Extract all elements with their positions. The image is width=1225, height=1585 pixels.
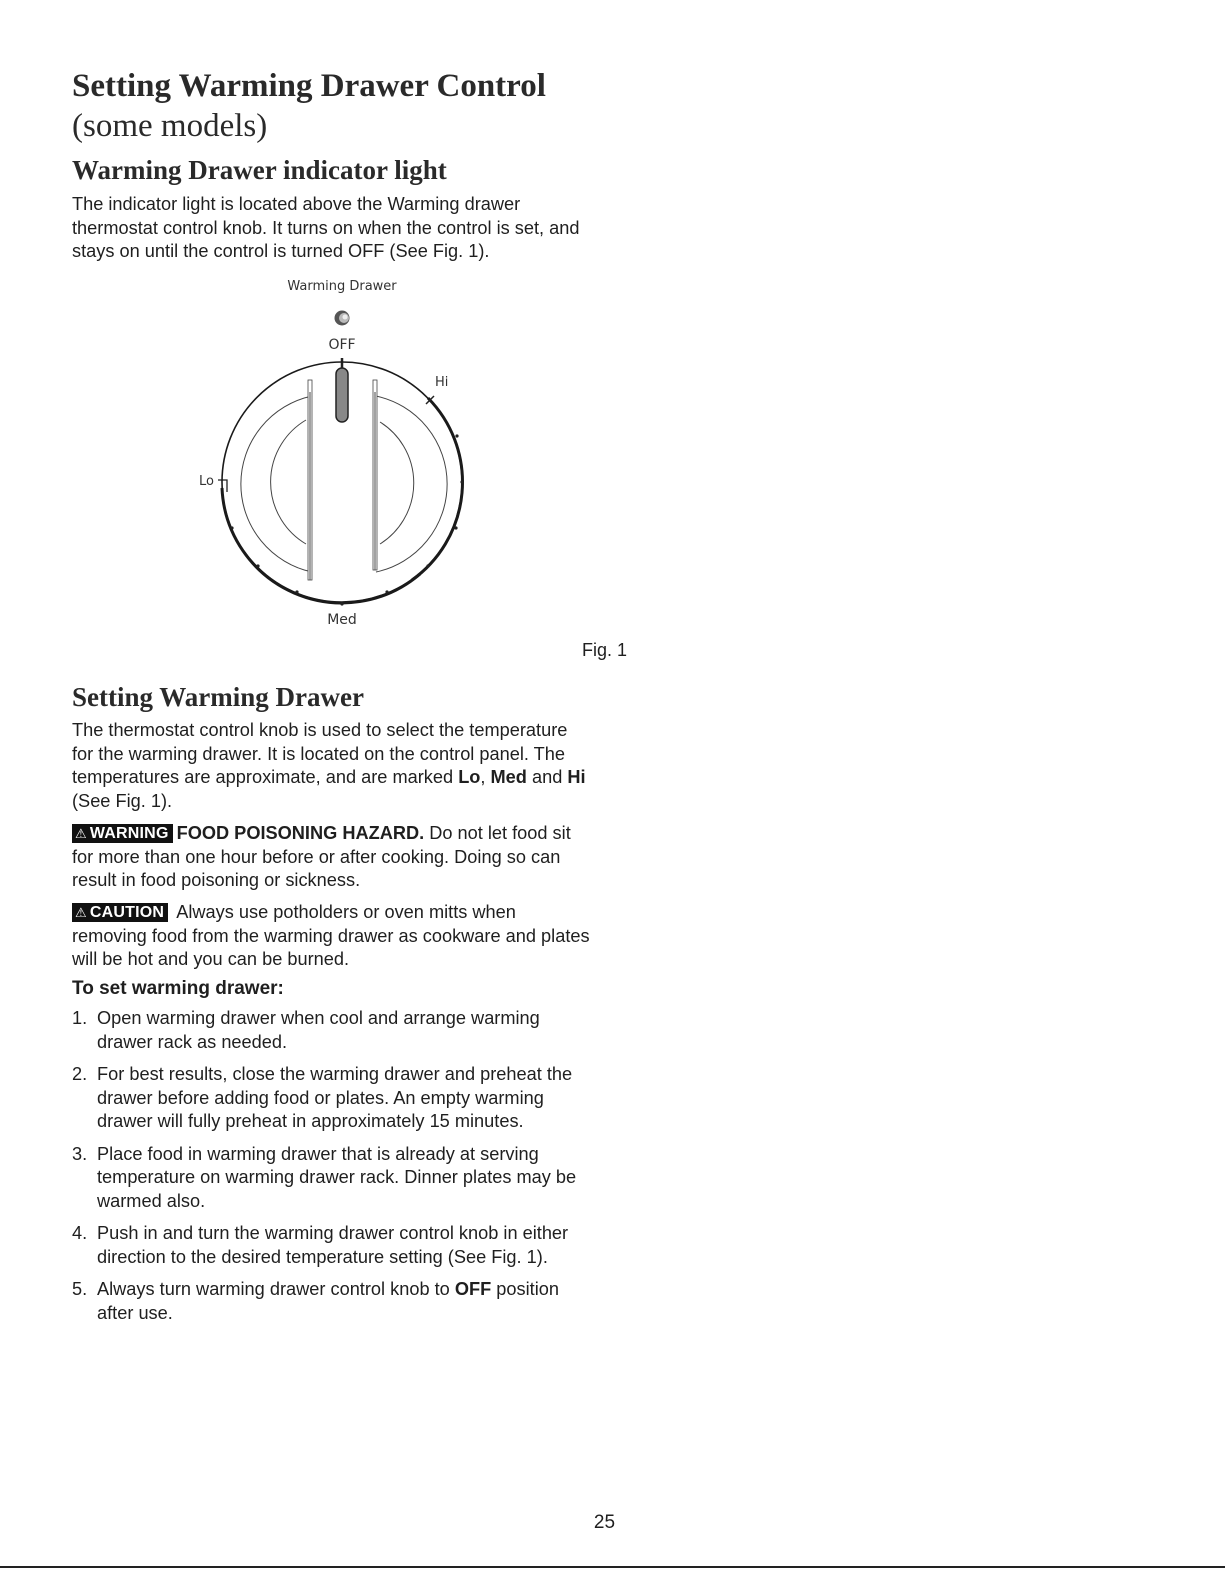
figure-label-off: OFF xyxy=(328,337,356,353)
page-title: Setting Warming Drawer Control xyxy=(72,68,546,104)
figure-label-lo: Lo xyxy=(199,474,214,489)
bottom-rule xyxy=(0,1566,1225,1568)
caution-badge: ⚠ CAUTION xyxy=(72,903,168,922)
indicator-heading: Warming Drawer indicator light xyxy=(72,155,447,185)
setting-paragraph: The thermostat control knob is used to select the temperature for the warming drawer. It is located on the control panel. The temperatures are approximate, and are marked Lo, Med and Hi (See Fig. 1). xyxy=(72,720,586,811)
warning-paragraph: ⚠ WARNING FOOD POISONING HAZARD. Do not let food sit for more than one hour before or after cooking. Doing so can result in food poisoning or sickness. xyxy=(72,823,571,890)
knob-pointer xyxy=(336,368,348,422)
page-number: 25 xyxy=(593,1512,616,1533)
warning-badge: ⚠ WARNING xyxy=(72,824,173,843)
figure-caption: Fig. 1 xyxy=(581,640,628,660)
warning-headline: FOOD POISONING HAZARD. xyxy=(176,823,425,843)
instructions-list xyxy=(72,1007,592,1334)
page-subtitle: (some models) xyxy=(72,108,268,144)
warning-triangle-icon: ⚠ xyxy=(75,826,87,841)
setting-heading: Setting Warming Drawer xyxy=(72,682,364,712)
knob-figure xyxy=(180,272,500,632)
list-item: 1. Open warming drawer when cool and arrange warming drawer rack as needed. xyxy=(72,1008,540,1052)
list-item: 5. Always turn warming drawer control knob to OFF position after use. xyxy=(72,1279,559,1323)
caution-paragraph: ⚠ CAUTION Always use potholders or oven mitts when removing food from the warming drawer as cookware and plates will be hot and you can be burned. xyxy=(72,902,590,969)
list-item: 2. For best results, close the warming drawer and preheat the drawer before adding food or plates. An empty warming drawer will fully preheat in approximately 15 minutes. xyxy=(72,1064,573,1131)
indicator-light-icon xyxy=(335,311,350,326)
figure-label-med: Med xyxy=(327,612,357,628)
instructions-heading: To set warming drawer: xyxy=(72,978,284,999)
figure-label-hi: Hi xyxy=(435,375,449,390)
list-item: 4. Push in and turn the warming drawer control knob in either direction to the desired temperature setting (See Fig. 1). xyxy=(72,1223,569,1267)
list-item: 3. Place food in warming drawer that is already at serving temperature on warming drawer rack. Dinner plates may be warmed also. xyxy=(72,1143,577,1211)
figure-label-warming-drawer: Warming Drawer xyxy=(287,279,397,294)
indicator-paragraph: The indicator light is located above the Warming drawer thermostat control knob. It turns on when the control is set, and stays on until the control is turned OFF (See Fig. 1). xyxy=(72,194,580,261)
setting-dots xyxy=(230,434,463,605)
caution-triangle-icon: ⚠ xyxy=(75,905,87,920)
